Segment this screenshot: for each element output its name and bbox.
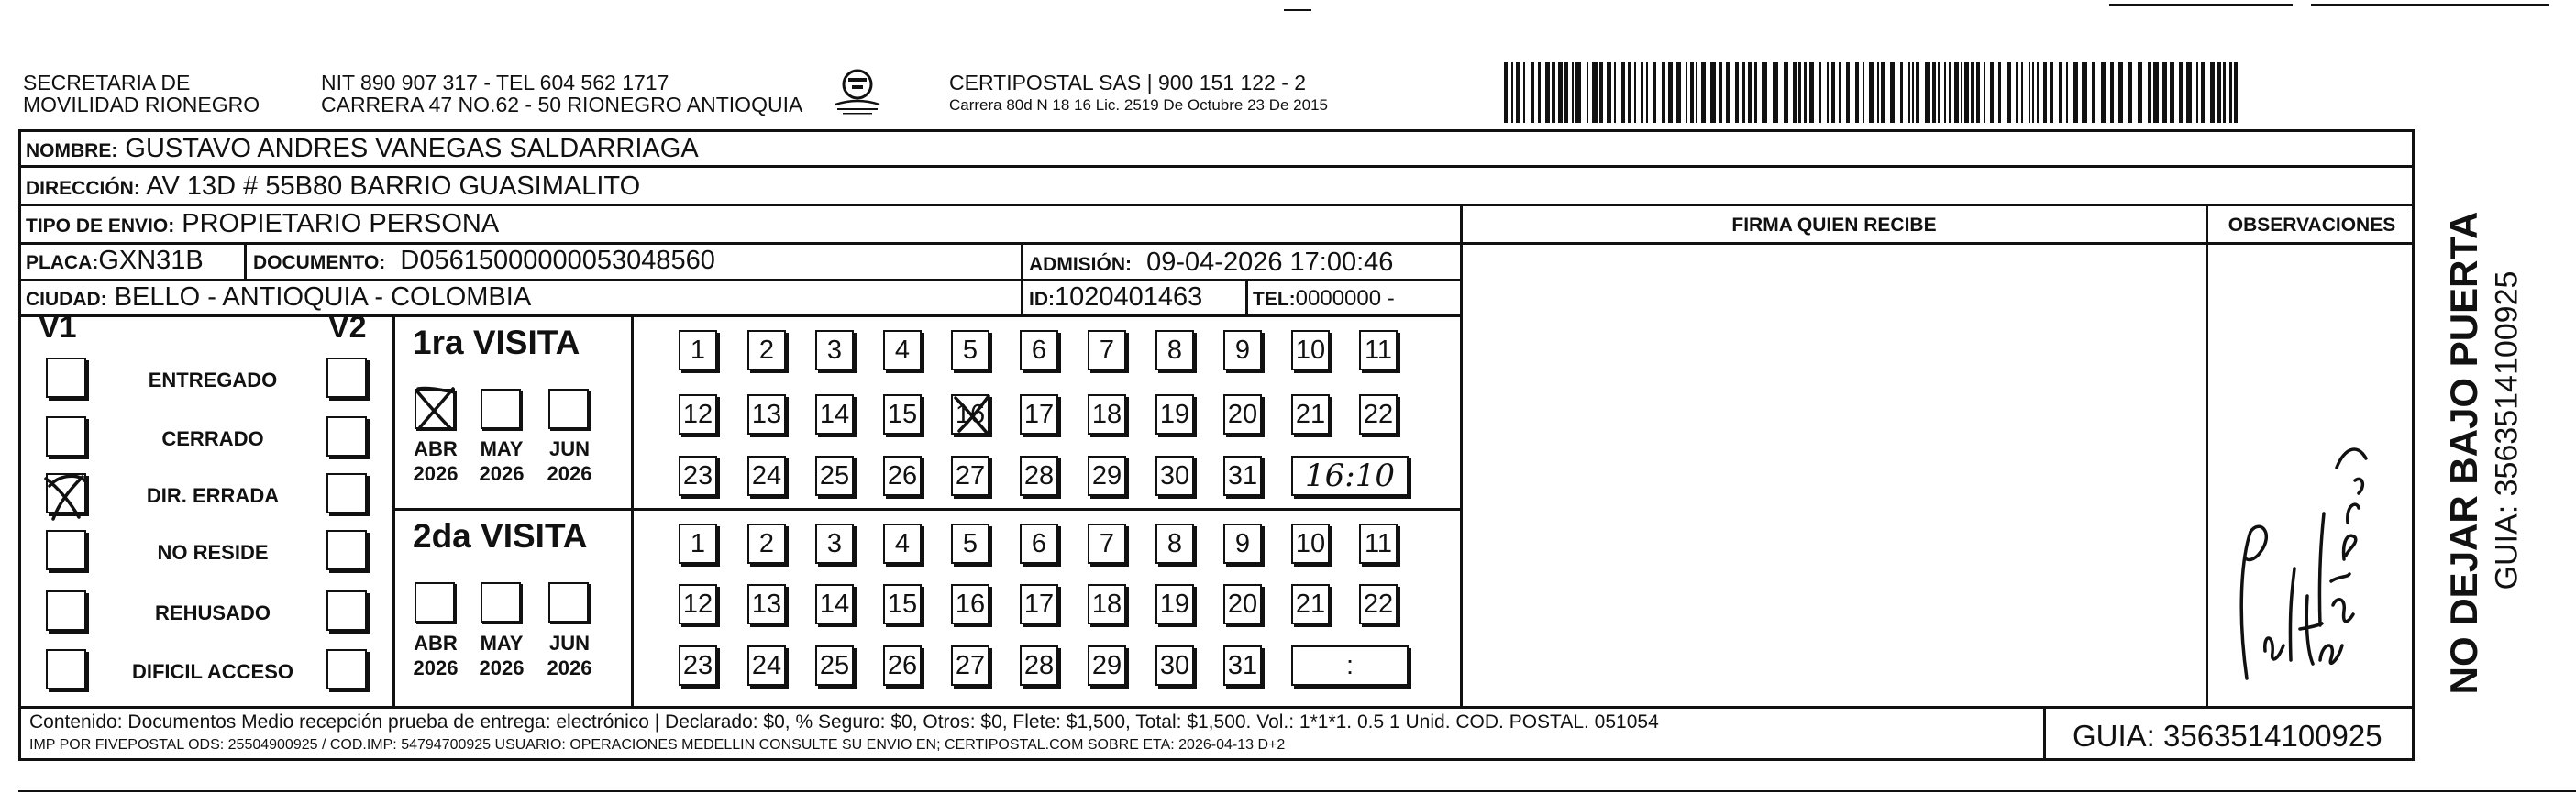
- visit2-month-checkbox-abr[interactable]: [415, 582, 455, 623]
- barcode-bar: [2021, 62, 2023, 123]
- visit1-day-box[interactable]: 20: [1223, 394, 1262, 435]
- barcode-bar: [2110, 62, 2114, 123]
- barcode-bar: [2037, 62, 2039, 123]
- barcode-bar: [2101, 62, 2106, 123]
- v1-checkbox-cerrado[interactable]: [46, 416, 86, 457]
- visit1-day-box[interactable]: 18: [1088, 394, 1126, 435]
- barcode-bar: [2162, 62, 2167, 123]
- visit1-day-box[interactable]: 19: [1155, 394, 1194, 435]
- barcode-bar: [1653, 62, 1656, 123]
- v2-checkbox-dir-errada[interactable]: [326, 473, 367, 513]
- barcode-bar: [2092, 62, 2095, 123]
- v1-checkbox-dir-errada[interactable]: [46, 473, 86, 513]
- ciudad-label: CIUDAD:: [26, 289, 107, 310]
- barcode-bar: [1690, 62, 1694, 123]
- visit2-day-box[interactable]: 8: [1155, 524, 1194, 564]
- barcode-bar: [2073, 62, 2078, 123]
- tel-row: [1253, 284, 1395, 314]
- visit1-month-label: ABR: [414, 437, 458, 460]
- option-label: DIFICIL ACCESO: [131, 660, 293, 683]
- visit2-day-box[interactable]: 19: [1155, 584, 1194, 624]
- barcode-bar: [1686, 62, 1687, 123]
- barcode-bar: [2196, 62, 2198, 123]
- barcode-bar: [1641, 62, 1643, 123]
- barcode-bar: [2138, 62, 2142, 123]
- visit1-day-box[interactable]: 11: [1359, 330, 1398, 370]
- visit1-day-box[interactable]: 2: [747, 330, 786, 370]
- visit1-day-box[interactable]: 3: [815, 330, 854, 370]
- visit2-day-box[interactable]: 14: [815, 584, 854, 624]
- visit2-day-box[interactable]: 2: [747, 524, 786, 564]
- visit1-day-box[interactable]: 22: [1359, 394, 1398, 435]
- barcode-bar: [1925, 62, 1930, 123]
- barcode-bar: [2128, 62, 2132, 123]
- v2-label: V2: [328, 310, 367, 345]
- id-label: ID:: [1029, 289, 1055, 310]
- barcode-bar: [1748, 62, 1752, 123]
- barcode-bar: [1846, 62, 1850, 123]
- divider: [244, 242, 247, 279]
- tipo-row: [26, 209, 499, 241]
- barcode-bar: [2223, 62, 2226, 123]
- visit1-day-box[interactable]: 16: [951, 394, 989, 435]
- barcode-bar: [1726, 62, 1730, 123]
- barcode-bar: [1668, 62, 1673, 123]
- barcode-bar: [1511, 62, 1513, 123]
- barcode-bar: [1881, 62, 1885, 123]
- barcode-bar: [1912, 62, 1914, 123]
- visit2-day-box[interactable]: 28: [1020, 645, 1058, 686]
- barcode-bar: [1984, 62, 1985, 123]
- barcode-bar: [1592, 62, 1598, 123]
- placa-label: PLACA:: [26, 252, 99, 273]
- visit1-day-box[interactable]: 27: [951, 456, 989, 496]
- visit2-month-label: ABR: [414, 632, 458, 655]
- barcode-bar: [1954, 62, 1959, 123]
- barcode-bar: [1575, 62, 1581, 123]
- visit1-day-box[interactable]: 21: [1291, 394, 1330, 435]
- visit2-day-box[interactable]: 21: [1291, 584, 1330, 624]
- divider: [2206, 204, 2208, 706]
- barcode-bar: [1742, 62, 1745, 123]
- visit1-day-box[interactable]: 24: [747, 456, 786, 496]
- visit2-day-box[interactable]: 18: [1088, 584, 1126, 624]
- visit1-title: 1ra VISITA: [413, 324, 580, 361]
- visit2-day-box[interactable]: 24: [747, 645, 786, 686]
- barcode-bar: [1662, 62, 1665, 123]
- visit1-day-box[interactable]: 4: [883, 330, 922, 370]
- barcode-bar: [1754, 62, 1757, 123]
- visit1-time-box[interactable]: 16:10: [1291, 456, 1409, 496]
- barcode-bar: [1944, 62, 1946, 123]
- v1-checkbox-dificil-acceso[interactable]: [46, 649, 86, 689]
- visit2-day-box[interactable]: 6: [1020, 524, 1058, 564]
- barcode-bar: [2082, 62, 2087, 123]
- barcode-bar: [1900, 62, 1903, 123]
- barcode-bar: [1572, 62, 1574, 123]
- nombre-row: [26, 134, 699, 166]
- divider: [18, 706, 2415, 709]
- visit1-day-box[interactable]: 5: [951, 330, 989, 370]
- footer-print-line: IMP POR FIVEPOSTAL ODS: 25504900925 / COD.IMP: 54794700925 USUARIO: OPERACIONES MEDELLIN CONSULTE SU ENVIO EN; CERTIPOSTAL.COM SOBRE ETA: 2026-04-13 D+2: [29, 737, 1286, 753]
- direccion-value: AV 13D # 55B80 BARRIO GUASIMALITO: [146, 171, 641, 201]
- barcode: [1504, 62, 2238, 123]
- courier-logo-icon: [830, 66, 885, 119]
- barcode-bar: [1949, 62, 1951, 123]
- barcode-bar: [1558, 62, 1563, 123]
- divider: [18, 204, 2415, 206]
- barcode-bar: [1545, 62, 1550, 123]
- barcode-bar: [1976, 62, 1980, 123]
- option-label: CERRADO: [161, 427, 264, 450]
- tipo-value: PROPIETARIO PERSONA: [182, 209, 500, 238]
- visit1-day-box[interactable]: 13: [747, 394, 786, 435]
- barcode-bar: [1908, 62, 1910, 123]
- visit2-day-box[interactable]: 26: [883, 645, 922, 686]
- v1-checkbox-no-reside[interactable]: [46, 530, 86, 570]
- barcode-bar: [1877, 62, 1879, 123]
- barcode-bar: [2186, 62, 2192, 123]
- divider: [1245, 279, 1248, 314]
- barcode-bar: [2201, 62, 2205, 123]
- v2-checkbox-rehusado[interactable]: [326, 590, 367, 631]
- barcode-bar: [1890, 62, 1895, 123]
- barcode-bar: [1916, 62, 1919, 123]
- barcode-bar: [2170, 62, 2174, 123]
- barcode-bar: [1938, 62, 1940, 123]
- placa-value: GXN31B: [98, 246, 204, 275]
- visit1-day-box[interactable]: 26: [883, 456, 922, 496]
- barcode-bar: [1971, 62, 1974, 123]
- visit1-day-box[interactable]: 28: [1020, 456, 1058, 496]
- barcode-bar: [2148, 62, 2151, 123]
- visit2-day-box[interactable]: 22: [1359, 584, 1398, 624]
- direccion-label: DIRECCIÓN:: [26, 178, 140, 199]
- barcode-bar: [1804, 62, 1807, 123]
- barcode-bar: [1855, 62, 1859, 123]
- barcode-bar: [1516, 62, 1520, 123]
- nombre-label: NOMBRE:: [26, 140, 118, 161]
- barcode-bar: [1531, 62, 1534, 123]
- visit1-day-box[interactable]: 30: [1155, 456, 1194, 496]
- visit1-day-box[interactable]: 23: [679, 456, 717, 496]
- visit1-day-box[interactable]: 1: [679, 330, 717, 370]
- barcode-bar: [2059, 62, 2062, 123]
- ciudad-row: [26, 282, 531, 314]
- barcode-bar: [1628, 62, 1631, 123]
- barcode-bar: [2007, 62, 2011, 123]
- visit1-day-box[interactable]: 10: [1291, 330, 1330, 370]
- id-row: [1029, 282, 1202, 314]
- visit2-day-box[interactable]: 25: [815, 645, 854, 686]
- visit2-day-box[interactable]: 31: [1223, 645, 1262, 686]
- barcode-bar: [1523, 62, 1525, 123]
- admision-label: ADMISIÓN:: [1029, 254, 1132, 275]
- barcode-bar: [1773, 62, 1778, 123]
- visit1-day-box[interactable]: 7: [1088, 330, 1126, 370]
- divider: [1284, 9, 1311, 11]
- visit2-month-year: 2026: [547, 656, 592, 679]
- visit1-day-box[interactable]: 31: [1223, 456, 1262, 496]
- visit2-day-box[interactable]: 27: [951, 645, 989, 686]
- v2-checkbox-dificil-acceso[interactable]: [326, 649, 367, 689]
- visit2-day-box[interactable]: 30: [1155, 645, 1194, 686]
- option-label: REHUSADO: [155, 601, 271, 624]
- barcode-bar: [2043, 62, 2047, 123]
- visit1-month-label: MAY: [480, 437, 524, 460]
- barcode-bar: [2050, 62, 2053, 123]
- visit1-month-year: 2026: [547, 462, 592, 485]
- barcode-bar: [2217, 62, 2221, 123]
- barcode-bar: [1552, 62, 1555, 123]
- barcode-bar: [1798, 62, 1801, 123]
- divider: [392, 508, 1460, 511]
- barcode-bar: [1784, 62, 1788, 123]
- visit2-day-box[interactable]: 29: [1088, 645, 1126, 686]
- v2-checkbox-entregado[interactable]: [326, 358, 367, 398]
- visit2-day-box[interactable]: 7: [1088, 524, 1126, 564]
- side-warning-text: NO DEJAR BAJO PUERTA: [2442, 211, 2485, 695]
- divider: [2109, 4, 2293, 6]
- barcode-bar: [1793, 62, 1797, 123]
- visit1-month-checkbox-abr[interactable]: [415, 389, 455, 429]
- courier-company: CERTIPOSTAL SAS | 900 151 122 - 2: [949, 71, 1307, 94]
- barcode-bar: [1998, 62, 2001, 123]
- option-label: ENTREGADO: [148, 369, 278, 391]
- visit1-day-box[interactable]: 17: [1020, 394, 1058, 435]
- barcode-bar: [1863, 62, 1864, 123]
- v1-checkbox-entregado[interactable]: [46, 358, 86, 398]
- barcode-bar: [1961, 62, 1962, 123]
- barcode-bar: [1819, 62, 1821, 123]
- divider: [1460, 204, 1463, 706]
- barcode-bar: [1599, 62, 1603, 123]
- admision-row: [1029, 248, 1393, 280]
- tel-value: 0000000 -: [1295, 286, 1395, 311]
- divider: [2043, 706, 2046, 761]
- barcode-bar: [2016, 62, 2018, 123]
- visit2-month-year: 2026: [413, 656, 459, 679]
- visit2-month-year: 2026: [479, 656, 525, 679]
- barcode-bar: [2153, 62, 2159, 123]
- barcode-bar: [1701, 62, 1706, 123]
- visit2-day-box[interactable]: 1: [679, 524, 717, 564]
- visit1-day-box[interactable]: 25: [815, 456, 854, 496]
- visit1-day-box[interactable]: 29: [1088, 456, 1126, 496]
- barcode-bar: [1932, 62, 1936, 123]
- option-label: NO RESIDE: [157, 541, 269, 564]
- visit2-month-checkbox-jun[interactable]: [548, 582, 589, 623]
- firma-label: FIRMA QUIEN RECIBE: [1731, 215, 1937, 236]
- v1-label: V1: [39, 310, 77, 345]
- visit2-month-label: JUN: [548, 632, 590, 655]
- barcode-bar: [2032, 62, 2034, 123]
- visit2-title: 2da VISITA: [413, 517, 588, 555]
- barcode-bar: [1646, 62, 1648, 123]
- visit1-month-year: 2026: [479, 462, 525, 485]
- visit1-day-box[interactable]: 14: [815, 394, 854, 435]
- v2-checkbox-cerrado[interactable]: [326, 416, 367, 457]
- visit1-day-box[interactable]: 9: [1223, 330, 1262, 370]
- visit2-day-box[interactable]: 20: [1223, 584, 1262, 624]
- admision-value: 09-04-2026 17:00:46: [1146, 248, 1394, 277]
- documento-label: DOCUMENTO:: [253, 252, 386, 273]
- barcode-bar: [2029, 62, 2030, 123]
- option-label: DIR. ERRADA: [146, 484, 280, 507]
- id-value: 1020401463: [1055, 282, 1203, 312]
- visit1-month-checkbox-may[interactable]: [481, 389, 521, 429]
- footer-guia: GUIA: 3563514100925: [2073, 719, 2383, 753]
- barcode-bar: [1735, 62, 1739, 123]
- side-guia-text: GUIA: 3563514100925: [2489, 270, 2525, 590]
- barcode-bar: [1831, 62, 1835, 123]
- visit1-month-checkbox-jun[interactable]: [548, 389, 589, 429]
- direccion-row: [26, 171, 640, 204]
- barcode-bar: [1676, 62, 1681, 123]
- barcode-bar: [1710, 62, 1716, 123]
- barcode-bar: [1809, 62, 1814, 123]
- visit2-day-box[interactable]: 15: [883, 584, 922, 624]
- observaciones-label: OBSERVACIONES: [2228, 215, 2396, 236]
- v2-checkbox-no-reside[interactable]: [326, 530, 367, 570]
- barcode-bar: [2229, 62, 2232, 123]
- barcode-bar: [1869, 62, 1874, 123]
- barcode-bar: [2179, 62, 2183, 123]
- barcode-bar: [1621, 62, 1625, 123]
- visit1-day-box[interactable]: 8: [1155, 330, 1194, 370]
- barcode-bar: [1827, 62, 1829, 123]
- barcode-bar: [2210, 62, 2215, 123]
- divider: [18, 314, 1460, 317]
- visit1-month-year: 2026: [413, 462, 459, 485]
- barcode-bar: [1614, 62, 1616, 123]
- visit2-day-box[interactable]: 17: [1020, 584, 1058, 624]
- visit2-day-box[interactable]: 3: [815, 524, 854, 564]
- barcode-bar: [1990, 62, 1994, 123]
- nombre-value: GUSTAVO ANDRES VANEGAS SALDARRIAGA: [125, 134, 699, 163]
- barcode-bar: [1964, 62, 1969, 123]
- barcode-bar: [1587, 62, 1588, 123]
- placa-row: [26, 246, 204, 278]
- visit1-day-box[interactable]: 15: [883, 394, 922, 435]
- sender-name-line1: SECRETARIA DE: [23, 71, 191, 94]
- barcode-bar: [1719, 62, 1722, 123]
- barcode-bar: [1839, 62, 1841, 123]
- tel-label: TEL:: [1253, 289, 1296, 310]
- barcode-bar: [1538, 62, 1541, 123]
- visit2-day-box[interactable]: 16: [951, 584, 989, 624]
- barcode-bar: [1634, 62, 1636, 123]
- footer-content-line: Contenido: Documentos Medio recepción prueba de entrega: electrónico | Declarado: $0, % Seguro: $0, Otros: $0, Flete: $1,500, Total: $1,500. Vol.: 1*1*1. 0.5 1 Unid. COD. POSTAL. 051054: [29, 711, 1659, 733]
- documento-row: [253, 246, 715, 278]
- visit2-day-box[interactable]: 10: [1291, 524, 1330, 564]
- barcode-bar: [1607, 62, 1611, 123]
- tipo-label: TIPO DE ENVIO:: [26, 215, 175, 237]
- visit2-day-box[interactable]: 4: [883, 524, 922, 564]
- sender-nit: NIT 890 907 317 - TEL 604 562 1717: [321, 71, 669, 94]
- barcode-bar: [2066, 62, 2068, 123]
- barcode-bar: [1696, 62, 1697, 123]
- visit2-day-box[interactable]: 5: [951, 524, 989, 564]
- barcode-bar: [1564, 62, 1568, 123]
- divider: [18, 242, 2415, 245]
- visit2-day-box[interactable]: 13: [747, 584, 786, 624]
- barcode-bar: [1504, 62, 1508, 123]
- barcode-bar: [2118, 62, 2123, 123]
- visit2-month-label: MAY: [480, 632, 524, 655]
- visit2-month-checkbox-may[interactable]: [481, 582, 521, 623]
- divider: [18, 790, 2576, 792]
- courier-license: Carrera 80d N 18 16 Lic. 2519 De Octubre 23 De 2015: [949, 96, 1328, 114]
- barcode-bar: [1762, 62, 1767, 123]
- visit1-month-label: JUN: [548, 437, 590, 460]
- ciudad-value: BELLO - ANTIOQUIA - COLOMBIA: [114, 282, 532, 312]
- visit1-day-box[interactable]: 12: [679, 394, 717, 435]
- visit2-time-box[interactable]: :: [1291, 645, 1409, 686]
- sender-name-line2: MOVILIDAD RIONEGRO: [23, 93, 260, 116]
- divider: [1021, 242, 1023, 314]
- v1-checkbox-rehusado[interactable]: [46, 590, 86, 631]
- documento-value: D05615000000053048560: [400, 246, 715, 275]
- sender-address: CARRERA 47 NO.62 - 50 RIONEGRO ANTIOQUIA: [321, 93, 803, 116]
- visit2-day-box[interactable]: 11: [1359, 524, 1398, 564]
- divider: [2311, 4, 2549, 6]
- visit2-day-box[interactable]: 23: [679, 645, 717, 686]
- visit2-day-box[interactable]: 12: [679, 584, 717, 624]
- visit2-day-box[interactable]: 9: [1223, 524, 1262, 564]
- barcode-bar: [2234, 62, 2238, 123]
- visit1-day-box[interactable]: 6: [1020, 330, 1058, 370]
